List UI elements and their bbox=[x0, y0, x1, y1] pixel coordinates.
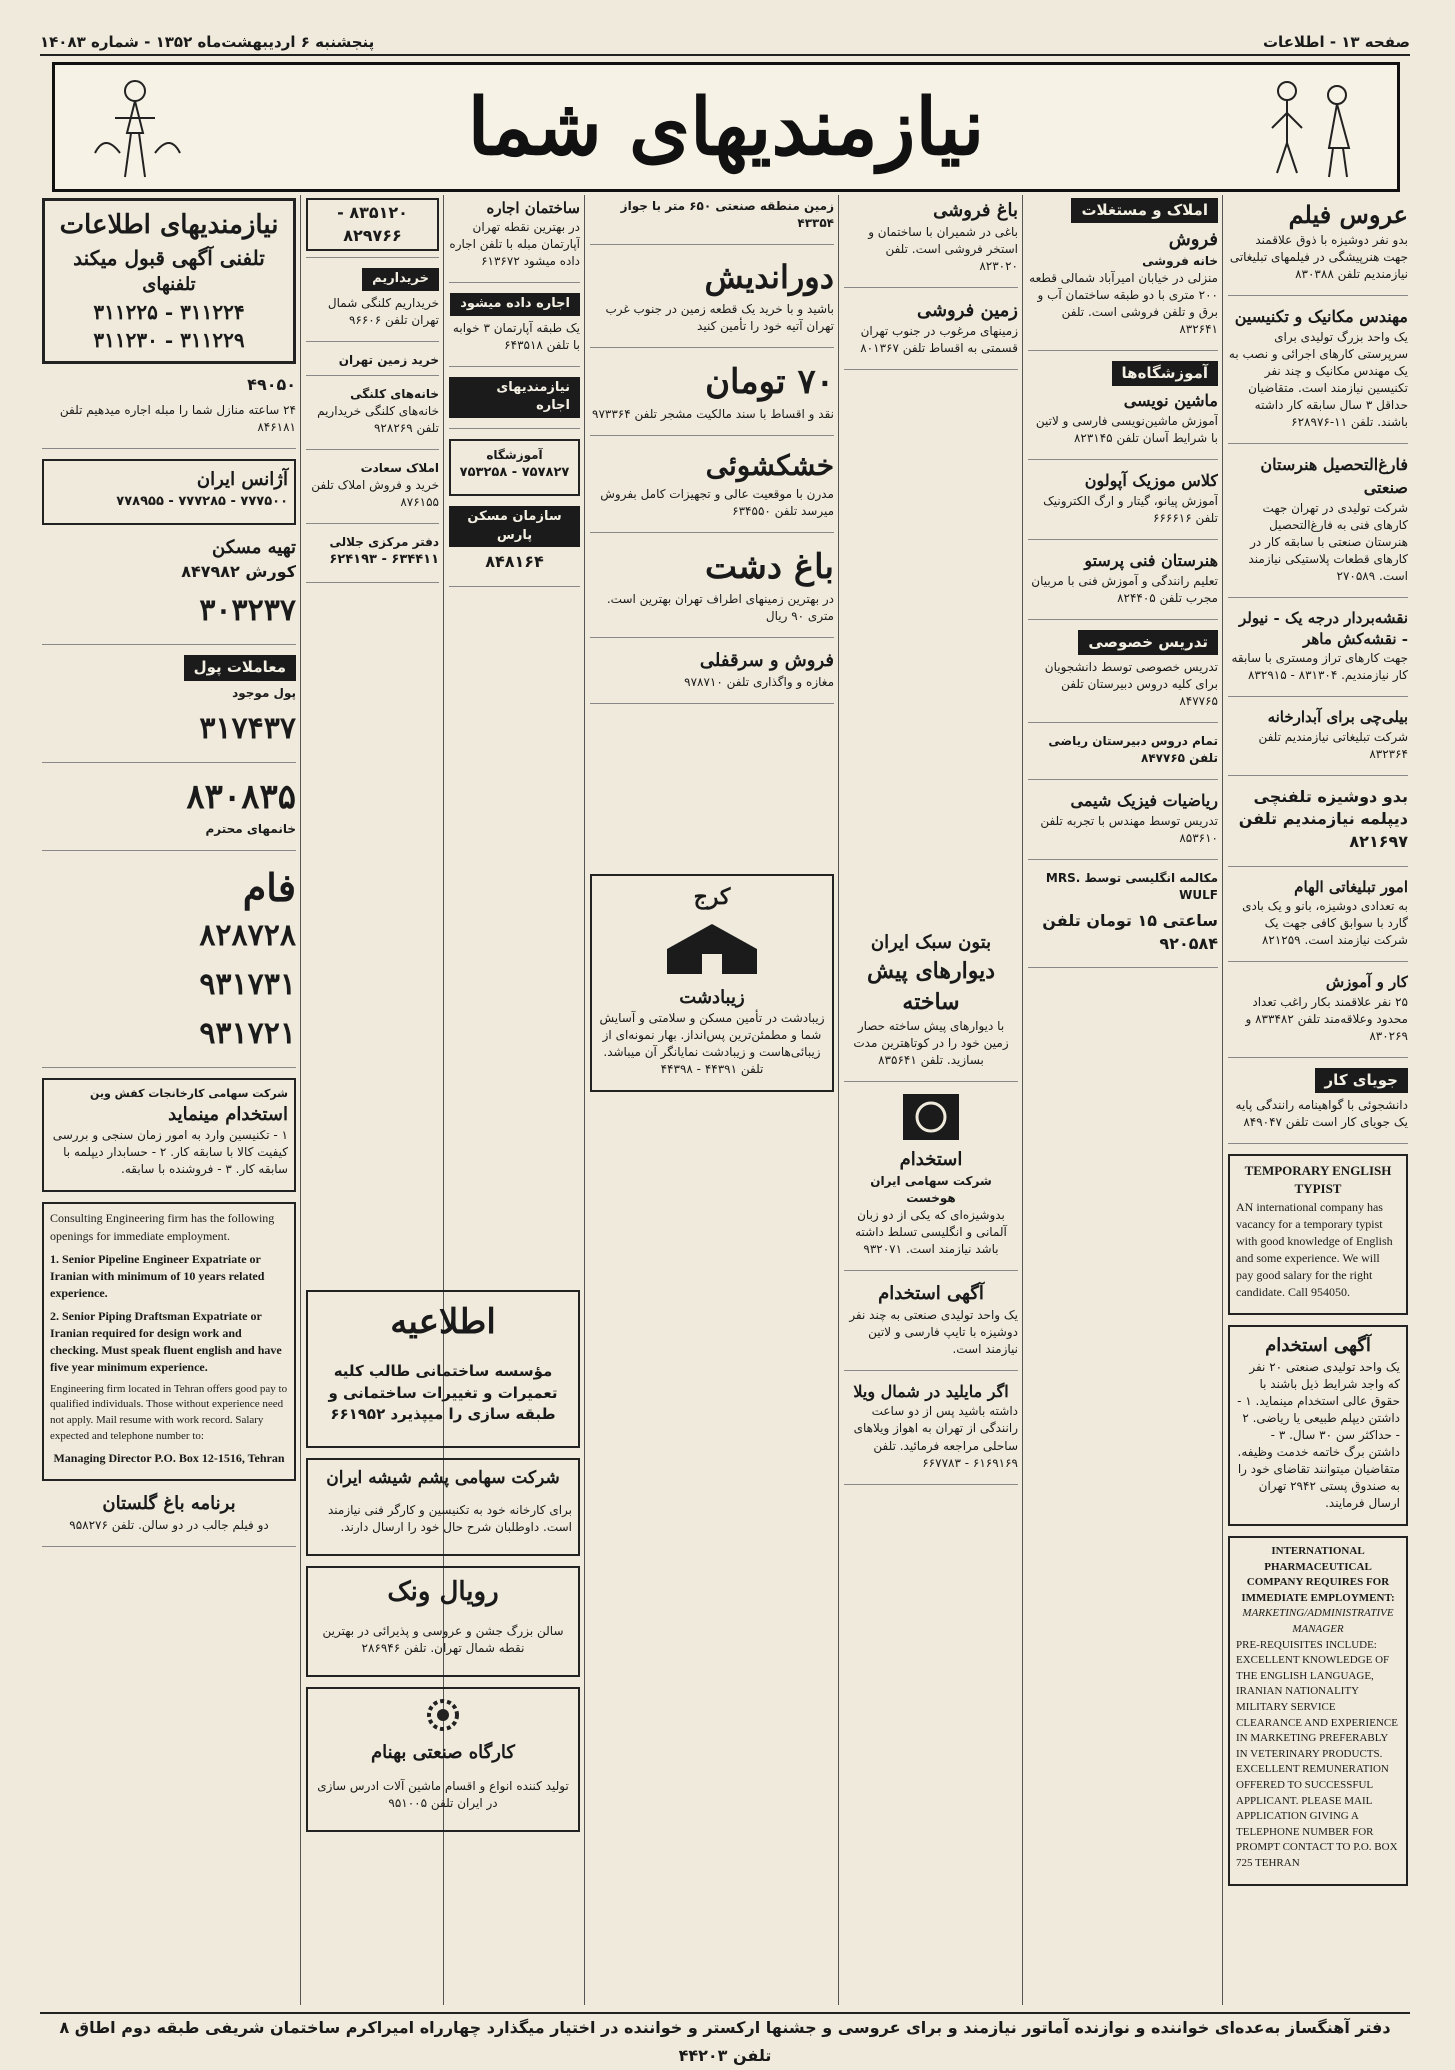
classified-ad bbox=[42, 655, 296, 763]
ad-text: خانه‌های کلنگی خریداریم تلفن ۹۲۸۲۶۹ bbox=[317, 404, 439, 436]
classified-ad bbox=[1028, 390, 1218, 460]
ad-subtitle: زیبادشت bbox=[679, 986, 745, 1008]
ad-title: TEMPORARY ENGLISH TYPIST bbox=[1244, 1162, 1392, 1197]
section-heading: املاک و مستغلات bbox=[1071, 198, 1218, 223]
ad-phone: ۷۵۷۸۲۷ - ۷۵۳۲۵۸ bbox=[459, 464, 570, 480]
ad-phone: ۸۲۸۷۲۸ bbox=[199, 918, 296, 954]
ad-title: باغ دشت bbox=[705, 546, 834, 587]
ad-text: سالن بزرگ جشن و عروسی و پذیرائی در بهترین نقطه شمال تهران. تلفن ۲۸۶۹۴۶ bbox=[322, 1624, 564, 1656]
ad-text: تولید کننده انواع و اقسام ماشین آلات ادرس سازی در ایران تلفن ۹۵۱۰۰۵ bbox=[317, 1778, 569, 1810]
ad-text: مغازه و واگذاری تلفن ۹۷۸۷۱۰ bbox=[684, 674, 834, 689]
house-logo-icon bbox=[657, 919, 767, 979]
classified-ad bbox=[590, 446, 834, 533]
ad-phone: ۸۴۸۱۶۴ bbox=[485, 552, 544, 572]
ad-title: باغ فروشی bbox=[933, 200, 1018, 221]
classified-ad bbox=[306, 1687, 580, 1832]
ad-title: اگر مایلید در شمال ویلا bbox=[853, 1381, 1009, 1401]
ad-title: عروس فیلم bbox=[1288, 200, 1408, 229]
classified-ad bbox=[42, 459, 296, 525]
ad-text: داشته باشید پس از دو ساعت رانندگی از تهران به اهواز ویلاهای ساحلی مراجعه فرمائید. تلفن ۶۱۶۹۱۶۹ - ۶۶۷۷۸۳ bbox=[853, 1404, 1018, 1470]
ad-text: منزلی در خیابان امیرآباد شمالی قطعه ۲۰۰ متری با دو طبقه ساختمان آب و برق و تلفن فروشی است. تلفن ۸۳۲۶۴۱ bbox=[1029, 270, 1218, 336]
classified-ad-english bbox=[42, 1202, 296, 1481]
ad-title: املاک سعادت bbox=[360, 461, 439, 476]
ad-text: نقد و اقساط با سند مالکیت مشجر تلفن ۹۷۳۳۶۴ bbox=[592, 406, 834, 421]
ad-text: یک واحد تولیدی صنعتی به چند نفر دوشیزه با تایپ فارسی و لاتین نیازمند است. bbox=[849, 1307, 1018, 1356]
ad-title: خانه‌های کلنگی bbox=[350, 386, 439, 401]
classified-ad bbox=[590, 198, 834, 245]
figures-illustration-icon bbox=[75, 73, 195, 183]
classified-ad bbox=[1028, 227, 1218, 351]
classified-ad bbox=[42, 773, 296, 851]
ad-text: بدو نفر دوشیزه با ذوق علاقمند جهت هنرپیشگی در فیلمهای تبلیغاتی نیازمندیم تلفن ۸۳۰۳۸۸ bbox=[1229, 233, 1408, 282]
ad-title: مهندس مکانیک و تکنیسین bbox=[1234, 307, 1408, 327]
ad-text: تدریس خصوصی توسط دانشجویان برای کلیه دروس دبیرستان تلفن ۸۴۷۷۶۵ bbox=[1044, 659, 1218, 708]
section-heading: سازمان مسکن پارس bbox=[449, 506, 580, 547]
ad-title: رویال ونک bbox=[387, 1577, 499, 1608]
page-footer: دفتر آهنگساز به‌عده‌ای خواننده و نوازنده آماتور نیازمند و برای عروسی و جشنها ارکستر و خواننده در اختیار میگذارد چهارراه امیراکرم ساختمان شریفی طبقه دوم اطاق ۸ تلفن ۴۴۲۰۳ bbox=[40, 2012, 1410, 2040]
ad-text: خانمهای محترم bbox=[205, 822, 296, 837]
ad-text: ۲۵ نفر علاقمند بکار راغب تعداد محدود وعلاقه‌مند تلفن ۸۳۳۴۸۲ و ۸۳۰۲۶۹ bbox=[1245, 994, 1408, 1043]
ad-text: زمین منطقه صنعتی ۶۵۰ متر با جواز ۴۳۳۵۴ bbox=[620, 199, 834, 231]
ad-text: خریداریم کلنگی شمال تهران تلفن ۹۶۶۰۶ bbox=[327, 295, 439, 327]
ad-text: یک واحد بزرگ تولیدی برای سرپرستی کارهای اجرائی و نصب به یک مهندس مکانیک و چند نفر تکنیسین نیازمند است. متقاضیان حداقل ۳ سال سابقه کار داشته باشند. تلفن ۱۱-۶۲۸۹۷۶ bbox=[1228, 329, 1408, 430]
classified-ad bbox=[1228, 972, 1408, 1057]
ad-title: فام bbox=[242, 865, 296, 911]
classified-ad bbox=[42, 1491, 296, 1547]
ad-phone: ۶۳۴۴۱۱ - ۶۲۴۱۹۳ bbox=[329, 552, 439, 568]
ad-text: شرکت تبلیغاتی نیازمندیم تلفن ۸۳۲۳۶۴ bbox=[1258, 729, 1408, 761]
classified-ad bbox=[1228, 198, 1408, 296]
ad-title: INTERNATIONAL PHARMACEUTICAL COMPANY REQUIRES FOR IMMEDIATE EMPLOYMENT: bbox=[1241, 1544, 1395, 1604]
figures-illustration-icon bbox=[1257, 73, 1377, 183]
ad-text: دو فیلم جالب در دو سالن. تلفن ۹۵۸۲۷۶ bbox=[69, 1517, 269, 1532]
ad-text: ۲۴ ساعته منازل شما را مبله اجاره میدهیم تلفن ۸۴۶۱۸۱ bbox=[59, 403, 296, 435]
classified-ad bbox=[844, 1381, 1018, 1485]
section-banner bbox=[52, 62, 1400, 192]
classified-ad bbox=[449, 293, 580, 367]
box-phones-label: تلفنهای bbox=[142, 274, 196, 296]
section-heading: اجاره داده میشود bbox=[450, 293, 580, 315]
ad-title: آموزشگاه bbox=[486, 447, 543, 462]
ad-text: PRE-REQUISITES INCLUDE: EXCELLENT KNOWLEDGE OF THE ENGLISH LANGUAGE, IRANIAN NATIONALITY MILITARY SERVICE CLEARANCE AND EXPERIENCE IN MARKETING PREFERABLY IN VETERINARY PRODUCTS. EXCELLENT REMUNERATION OFFERED TO SUCCESSFUL APPLICANT. PLEASE MAIL APPLICATION GIVING A TELEPHONE NUMBER FOR PROMPT CONTACT TO P.O. BOX 725 TEHRAN bbox=[1236, 1638, 1398, 1870]
hoechst-logo-icon bbox=[901, 1092, 961, 1142]
classified-ad bbox=[1228, 877, 1408, 962]
ad-text: تعلیم رانندگی و آموزش فنی با مربیان مجرب تلفن ۸۲۴۴۰۵ bbox=[1031, 573, 1218, 605]
classified-ad bbox=[844, 1281, 1018, 1371]
ad-title: شرکت سهامی پشم شیشه ایران bbox=[326, 1468, 560, 1489]
column-4 bbox=[590, 198, 834, 2006]
classified-ad bbox=[1228, 454, 1408, 598]
ad-text: مؤسسه ساختمانی طالب کلیه تعمیرات و تغییرات ساختمانی و طبقه سازی را میپذیرد ۶۶۱۹۵۲ bbox=[328, 1362, 558, 1423]
ad-text: جهت کارهای تراز ومستری با سابقه کار نیازمندیم. ۸۳۱۳۰۴ - ۸۳۲۹۱۵ bbox=[1231, 651, 1408, 683]
ad-text: Consulting Engineering firm has the following openings for immediate employment. bbox=[50, 1211, 275, 1243]
ad-title: مکالمه انگلیسی توسط MRS. WULF bbox=[1045, 870, 1218, 902]
classified-ad-english bbox=[1228, 1536, 1408, 1886]
ad-title: آگهی استخدام bbox=[1265, 1335, 1371, 1357]
ad-phone: ۸۳۰۸۳۵ bbox=[186, 777, 296, 818]
ad-text: پول موجود bbox=[232, 685, 296, 700]
column-7 bbox=[42, 198, 296, 2006]
ad-phone: ۴۹۰۵۰ bbox=[247, 374, 296, 394]
classified-ad bbox=[306, 386, 439, 450]
classified-ad bbox=[449, 506, 580, 587]
classified-ad bbox=[306, 352, 439, 376]
ad-text: 1. Senior Pipeline Engineer Expatriate or Iranian with minimum of 10 years related experience. bbox=[50, 1251, 265, 1300]
classified-ad bbox=[42, 861, 296, 1068]
box-phones: ۳۱۱۲۲۴ - ۳۱۱۲۲۵ bbox=[93, 299, 245, 324]
column-3 bbox=[844, 198, 1018, 2006]
classified-ad-english bbox=[1228, 1154, 1408, 1315]
ad-title: امور تبلیغاتی الهام bbox=[1294, 877, 1408, 896]
section-heading: نیازمندیهای اجاره bbox=[449, 377, 580, 418]
ad-title: کار و آموزش bbox=[1325, 973, 1408, 992]
ad-title: تهیه مسکن bbox=[212, 537, 296, 559]
classified-ad bbox=[306, 1458, 580, 1556]
ad-title: ساختمان اجاره bbox=[486, 199, 580, 217]
header-left: پنجشنبه ۶ اردیبهشت‌ماه ۱۳۵۲ - شماره ۱۴۰۸۳ bbox=[40, 33, 375, 51]
ad-phone: ساعتی ۱۵ تومان تلفن ۹۲۰۵۸۴ bbox=[1042, 910, 1218, 953]
classified-ad bbox=[1028, 790, 1218, 860]
ad-text: در بهترین نقطه تهران آپارتمان مبله با تلفن اجاره داده میشود ۶۱۳۶۷۲ bbox=[449, 220, 580, 269]
ad-title: ماشین نویسی bbox=[1123, 391, 1218, 411]
ad-title: زمین فروشی bbox=[916, 299, 1018, 321]
gear-logo-icon bbox=[423, 1695, 463, 1735]
ad-title: آگهی استخدام bbox=[878, 1283, 984, 1305]
ad-title: بتون سبک ایران bbox=[870, 932, 992, 954]
ad-title: فروش و سرقفلی bbox=[699, 650, 834, 671]
ad-text: تدریس توسط مهندس با تجربه تلفن ۸۵۳۶۱۰ bbox=[1040, 813, 1218, 845]
classified-ad bbox=[844, 1092, 1018, 1271]
ad-subtitle: MARKETING/ADMINISTRATIVE MANAGER bbox=[1242, 1607, 1394, 1635]
ad-text: برای کارخانه خود به تکنیسین و کارگر فنی نیازمند است. داوطلبان شرح حال خود را ارسال دارند. bbox=[327, 1503, 572, 1535]
classified-ad bbox=[42, 374, 296, 450]
ad-title: هنرستان فنی پرستو bbox=[1084, 550, 1218, 570]
classified-ad bbox=[1228, 608, 1408, 698]
ad-text: با دیوارهای پیش ساخته حصار زمین خود را در کوتاهترین مدت بسازید. تلفن ۸۳۵۶۴۱ bbox=[853, 1019, 1009, 1068]
ad-phone: ۷۷۷۵۰۰ - ۷۷۷۲۸۵ - ۷۷۸۹۵۵ bbox=[116, 493, 288, 509]
ad-phone: ۹۳۱۷۳۱ bbox=[199, 967, 296, 1003]
classified-ad bbox=[306, 1566, 580, 1677]
classified-ad bbox=[42, 1078, 296, 1192]
classified-ad bbox=[590, 255, 834, 348]
ad-text: آموزش ماشین‌نویسی فارسی و لاتین با شرایط آسان تلفن ۸۲۳۱۴۵ bbox=[1035, 414, 1218, 446]
ad-phone: ۸۳۵۱۲۰ - ۸۲۹۷۶۶ bbox=[306, 198, 439, 251]
ad-title: دفتر مرکزی جلالی bbox=[329, 535, 439, 550]
ad-title: استخدام bbox=[899, 1149, 963, 1171]
classified-ad bbox=[1228, 786, 1408, 867]
ad-text: زیبادشت در تأمین مسکن و سلامتی و آسایش شما و مطمئن‌ترین پس‌انداز. بهار نمونه‌ای از زیبائی‌هاست و زیبادشت نمایانگر آن میباشد. تلفن ۴۴۳۹۱ - ۴۴۳۹۸ bbox=[599, 1011, 825, 1077]
section-heading: خریداریم bbox=[362, 268, 439, 290]
classified-ad bbox=[1028, 470, 1218, 540]
wide-ads-area bbox=[306, 1290, 580, 1990]
section-heading: آموزشگاه‌ها bbox=[1112, 361, 1218, 386]
ad-text: باشید و با خرید یک قطعه زمین در جنوب غرب تهران آتیه خود را تأمین کنید bbox=[605, 301, 834, 333]
classified-ad bbox=[306, 268, 439, 342]
classified-ad bbox=[590, 874, 834, 1093]
ad-title: خشکشوئی bbox=[705, 448, 834, 482]
classified-ad bbox=[1228, 707, 1408, 775]
ad-title: کلاس موزیک آپولون bbox=[1084, 471, 1218, 491]
ad-text: بدوشیزه‌ای که یکی از دو زبان آلمانی و انگلیسی تسلط داشته باشد نیازمند است. ۹۳۲۰۷۱ bbox=[855, 1208, 1007, 1257]
ad-subtitle: دیوارهای پیش ساخته bbox=[866, 957, 995, 1016]
ad-title: نقشه‌بردار درجه یک - نیولر - نقشه‌کش ماهر bbox=[1239, 608, 1408, 648]
ad-title: دوراندیش bbox=[704, 258, 834, 297]
ad-phone: ۳۱۷۴۳۷ bbox=[199, 710, 296, 746]
ad-signature: Managing Director P.O. Box 12-1516, Tehran bbox=[53, 1451, 285, 1466]
ad-text: دانشجوئی با گواهینامه رانندگی پایه یک جویای کار است تلفن ۸۴۹۰۴۷ bbox=[1235, 1097, 1408, 1129]
classified-ad bbox=[844, 930, 1018, 1082]
ad-title: کرج bbox=[693, 883, 731, 910]
ad-title: خرید زمین تهران bbox=[338, 352, 439, 367]
classified-ad bbox=[449, 198, 580, 283]
classified-ad bbox=[590, 648, 834, 704]
ad-text: ۱ - تکنیسین وارد به امور زمان سنجی و بررسی کیفیت کالا با سابقه کار. ۲ - حسابدار دیپلمه با سابقه کار. ۳ - فروشنده با سابقه. bbox=[52, 1128, 288, 1177]
banner-title: نیازمندیهای شما bbox=[467, 81, 985, 173]
ad-title: فارغ‌التحصیل هنرستان صنعتی bbox=[1260, 455, 1408, 497]
box-subtitle: تلفنی آگهی قبول میکند bbox=[73, 245, 265, 270]
classified-ad bbox=[449, 377, 580, 429]
section-heading: جویای کار bbox=[1315, 1068, 1408, 1093]
classified-ad bbox=[1228, 1068, 1408, 1144]
ad-title: فروش bbox=[1168, 229, 1218, 251]
ad-text: یک طبقه آپارتمان ۳ خوابه با تلفن ۶۴۳۵۱۸ bbox=[452, 320, 580, 352]
ad-text: زمینهای مرغوب در جنوب تهران قسمتی به اقساط تلفن ۸۰۱۳۶۷ bbox=[860, 324, 1018, 356]
ad-subtitle: شرکت سهامی کارخانجات کفش وین bbox=[89, 1087, 288, 1101]
classified-ad bbox=[590, 543, 834, 638]
classified-ad bbox=[306, 460, 439, 524]
page-header bbox=[40, 30, 1410, 56]
ad-title: کارگاه صنعتی بهنام bbox=[371, 1742, 515, 1764]
ad-title: اطلاعیه bbox=[390, 1302, 496, 1342]
classified-ad bbox=[844, 198, 1018, 288]
ad-phone: ۹۳۱۷۲۱ bbox=[199, 1015, 296, 1051]
ad-text: مدرن با موقعیت عالی و تجهیزات کامل بفروش میرسد تلفن ۶۳۴۵۵۰ bbox=[600, 486, 834, 518]
ad-title: ریاضیات فیزیک شیمی bbox=[1070, 791, 1218, 811]
ad-text: 2. Senior Piping Draftsman Expatriate or Iranian required for design work and checking. Must speak fluent english and have five year minimum experience. bbox=[50, 1308, 282, 1374]
ad-text: باغی در شمیران با ساختمان و استخر فروشی است. تلفن ۸۲۳۰۲۰ bbox=[868, 224, 1018, 273]
classified-ad bbox=[1028, 659, 1218, 723]
ad-text: آموزش پیانو، گیتار و ارگ الکترونیک تلفن ۶۶۶۶۱۶ bbox=[1043, 493, 1218, 525]
ad-subtitle: شرکت سهامی ایران هوخست bbox=[870, 1173, 992, 1205]
classified-ad bbox=[1228, 306, 1408, 444]
ad-text: Engineering firm located in Tehran offers good pay to qualified individuals. Those without experience need not apply. Mail resume with work record. Salary expected and telephone number to: bbox=[50, 1382, 288, 1442]
classified-ad bbox=[590, 358, 834, 436]
contact-box bbox=[42, 198, 296, 364]
classified-ad bbox=[306, 198, 439, 258]
ad-text: یک واحد تولیدی صنعتی ۲۰ نفر که واجد شرایط ذیل باشند با حقوق عالی استخدام مینماید. ۱ - داشتن دیپلم طبیعی یا ریاضی. ۲ - حداکثر سن ۳۰ سال. ۳ - داشتن برگ خاتمه خدمت وظیفه. متقاضیان میتوانند تقاضای خود را به صندوق پستی ۲۹۴۲ تهران ارسال فرمایند. bbox=[1237, 1359, 1400, 1510]
box-title: نیازمندیهای اطلاعات bbox=[59, 210, 279, 240]
classified-ad bbox=[844, 298, 1018, 371]
ad-text: AN international company has vacancy for a temporary typist with good knowledge of English and some experience. We will pay good salary for the right candidate. Call 954050. bbox=[1236, 1199, 1393, 1300]
section-heading: معاملات پول bbox=[184, 655, 296, 680]
column-2 bbox=[1028, 198, 1218, 2006]
section-heading: تدریس خصوصی bbox=[1078, 630, 1218, 655]
classified-ad bbox=[306, 1290, 580, 1448]
ad-text: به تعدادی دوشیزه، بانو و یک بادی گارد با سوابق کافی جهت یک شرکت نیازمند است. ۸۲۱۲۵۹ bbox=[1242, 899, 1408, 948]
ad-text: تمام دروس دبیرستان ریاضی تلفن ۸۴۷۷۶۵ bbox=[1048, 734, 1218, 766]
classified-ad bbox=[306, 534, 439, 582]
classified-ad bbox=[1228, 1325, 1408, 1526]
ad-text: خرید و فروش املاک تلفن ۸۷۶۱۵۵ bbox=[311, 478, 439, 510]
ad-subtitle: خانه فروشی bbox=[1142, 253, 1218, 268]
classified-ad bbox=[1028, 870, 1218, 969]
ad-title: آژانس ایران bbox=[196, 469, 288, 491]
classified-ad bbox=[449, 439, 580, 496]
ad-text: بدو دوشیزه تلفنچی دیپلمه نیازمندیم تلفن ۸۲۱۶۹۷ bbox=[1238, 786, 1408, 852]
ad-text: شرکت تولیدی در تهران جهت کارهای فنی به فارغ‌التحصیل هنرستان صنعتی با سابقه کار در کارهای قطعات پلاستیکی نیازمند است. ۲۷۰۵۸۹ bbox=[1248, 500, 1408, 583]
header-right: صفحه ۱۳ - اطلاعات bbox=[1262, 33, 1410, 51]
classified-ad bbox=[42, 535, 296, 645]
ad-title: بیلی‌چی برای آبدارخانه bbox=[1267, 708, 1408, 727]
ad-title: استخدام مینماید bbox=[168, 1103, 288, 1125]
column-1 bbox=[1228, 198, 1408, 2006]
classified-ad bbox=[1028, 550, 1218, 620]
box-phones: ۳۱۱۲۲۹ - ۳۱۱۲۳۰ bbox=[93, 328, 245, 353]
ad-title: ۷۰ تومان bbox=[705, 361, 834, 402]
ad-phone: ۳۰۳۲۳۷ bbox=[199, 592, 296, 628]
ad-title: برنامه باغ گلستان bbox=[102, 1493, 236, 1515]
ad-text: در بهترین زمینهای اطراف تهران بهترین است. متری ۹۰ ریال bbox=[606, 591, 834, 623]
ad-phone: کورش ۸۴۷۹۸۲ bbox=[181, 561, 296, 581]
classified-ad bbox=[1028, 733, 1218, 780]
